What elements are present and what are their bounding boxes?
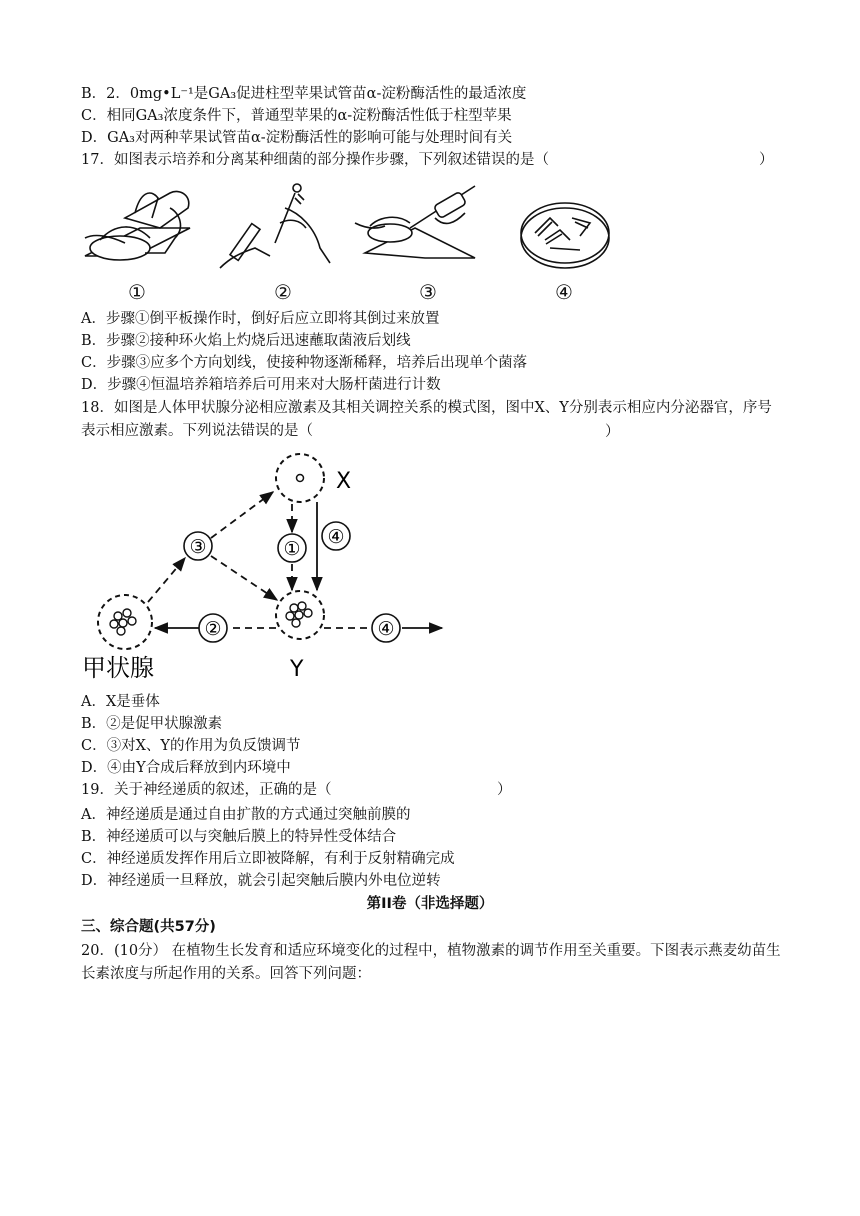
q17-option-c: C．步骤③应多个方向划线，使接种物逐渐稀释，培养后出现单个菌落 <box>81 355 528 371</box>
volume-title: 第II卷（非选择题） <box>366 896 494 912</box>
q16-option-c: C．相同GA₃浓度条件下，普通型苹果的α-淀粉酶活性低于柱型苹果 <box>81 108 512 124</box>
hormone-4a-label: ④ <box>327 526 345 548</box>
organ-y-circle <box>276 591 324 639</box>
q16-option-b: B．2．0mg•L⁻¹是GA₃促进柱型苹果试管苗α-淀粉酶活性的最适浓度 <box>81 86 527 102</box>
step-label-3: ③ <box>419 280 437 304</box>
q18-stem: 18．如图是人体甲状腺分泌相应激素及其相关调控关系的模式图，图中X、Y分别表示相应内分泌器官，序号表示相应激素。下列说法错误的是（ <box>81 400 772 439</box>
step-label-1: ① <box>128 280 146 304</box>
step-label-4: ④ <box>555 280 573 304</box>
q19-option-c: C．神经递质发挥作用后立即被降解，有利于反射精确完成 <box>81 851 455 867</box>
q19-option-a: A．神经递质是通过自由扩散的方式通过突触前膜的 <box>81 807 411 823</box>
section-heading: 三、综合题(共57分) <box>81 919 216 935</box>
q18-option-d: D．④由Y合成后释放到内环境中 <box>81 760 291 776</box>
organ-x-circle <box>276 454 324 502</box>
q18-option-c: C．③对X、Y的作用为负反馈调节 <box>81 738 301 754</box>
organ-y-label: Y <box>290 657 304 682</box>
organ-x-label: X <box>336 469 352 494</box>
q19-option-d: D．神经递质一旦释放，就会引起突触后膜内外电位逆转 <box>81 873 441 889</box>
q17-option-a: A．步骤①倒平板操作时，倒好后应立即将其倒过来放置 <box>81 311 440 327</box>
step3-streaking-drawing <box>355 186 475 258</box>
thyroid-regulation-diagram <box>80 450 460 685</box>
q18-option-b: B．②是促甲状腺激素 <box>81 716 223 732</box>
q19-option-b: B．神经递质可以与突触后膜上的特异性受体结合 <box>81 829 397 845</box>
thyroid-circle <box>98 595 152 649</box>
step2-sterilizing-loop-drawing <box>220 184 330 268</box>
hormone-3-label: ③ <box>189 536 207 558</box>
step1-pouring-plate-drawing <box>85 191 190 260</box>
hormone-2-label: ② <box>204 618 222 640</box>
q18-option-a: A．X是垂体 <box>81 694 160 710</box>
q17-procedure-illustration <box>80 178 620 306</box>
q19-paren-close: ） <box>497 782 512 798</box>
thyroid-label: 甲状腺 <box>82 654 154 682</box>
q17-option-b: B．步骤②接种环火焰上灼烧后迅速蘸取菌液后划线 <box>81 333 411 349</box>
hormone-4b-label: ④ <box>377 618 395 640</box>
q17-stem: 17．如图表示培养和分离某种细菌的部分操作步骤，下列叙述错误的是（ <box>81 152 549 168</box>
q19-stem: 19．关于神经递质的叙述，正确的是（ <box>81 782 332 798</box>
step-label-2: ② <box>274 280 292 304</box>
q20-stem: 20．(10分） 在植物生长发育和适应环境变化的过程中，植物激素的调节作用至关重要。下图表示燕麦幼苗生长素浓度与所起作用的关系。回答下列问题： <box>81 943 781 982</box>
q17-paren-close: ） <box>759 152 774 168</box>
step4-streaked-plate-drawing <box>521 203 609 268</box>
q18-paren-close: ） <box>605 424 620 440</box>
q17-option-d: D．步骤④恒温培养箱培养后可用来对大肠杆菌进行计数 <box>81 377 441 393</box>
hormone-1-label: ① <box>283 538 301 560</box>
q16-option-d: D．GA₃对两种苹果试管苗α-淀粉酶活性的影响可能与处理时间有关 <box>81 130 513 146</box>
